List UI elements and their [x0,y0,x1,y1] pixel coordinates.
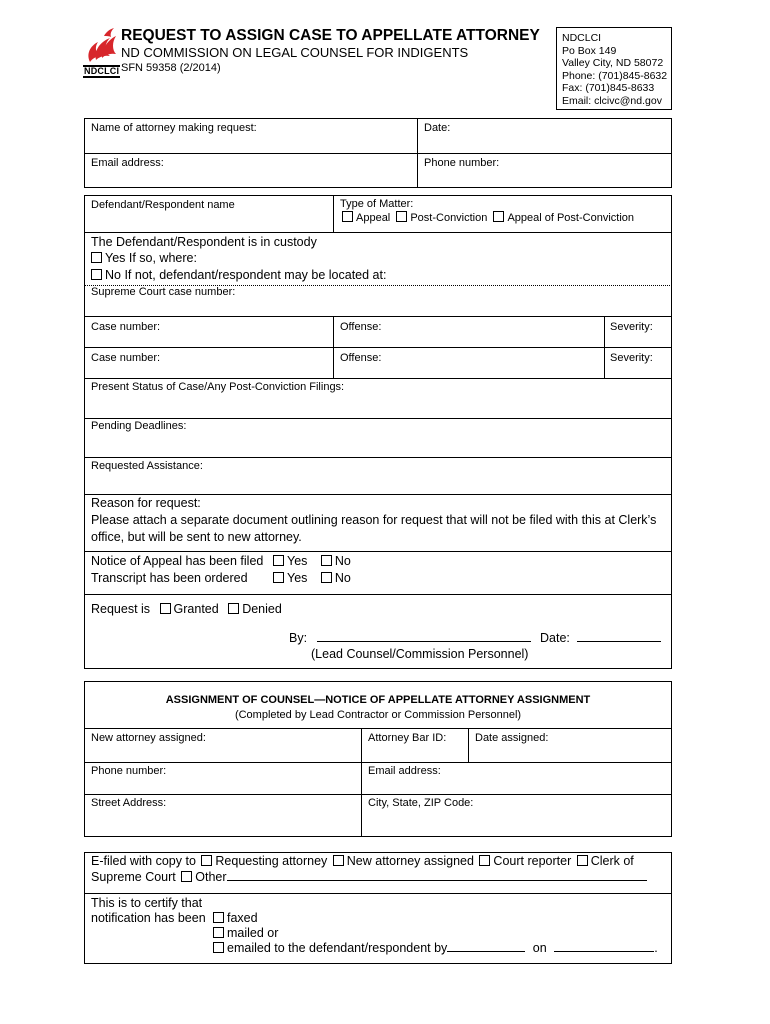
custody-yes-row [91,250,197,266]
mailed-checkbox[interactable] [213,927,224,938]
other-line[interactable] [227,880,647,881]
logo-text: NDCLCI [84,66,120,76]
signature-date-label: Date: [540,631,570,645]
notice-of-appeal-label: Notice of Appeal has been filed [91,554,264,568]
contact-box [556,27,672,110]
contact-email: Email: clcivc@nd.gov [562,94,662,107]
divider [84,457,672,458]
new-attorney-assigned-label: New attorney assigned [346,854,474,868]
defendant-name-field[interactable]: Defendant/Respondent name [91,199,235,211]
request-date-field[interactable]: Date: [424,122,451,134]
custody-yes-label: Yes If so, where: [105,251,197,265]
form-subtitle: ND COMMISSION ON LEGAL COUNSEL FOR INDIGENTS [121,45,469,60]
emailed-checkbox[interactable] [213,942,224,953]
case-number-field-1[interactable]: Case number: [91,321,161,333]
post-conviction-checkbox[interactable] [396,211,407,222]
notice-of-appeal-options [273,553,351,569]
notice-yes-label: Yes [287,554,308,568]
divider [468,728,469,762]
bar-id-field[interactable]: Attorney Bar ID: [368,732,447,744]
emailed-row: emailed to the defendant/respondent by on . [213,940,658,956]
requesting-attorney-checkbox[interactable] [201,855,212,866]
other-checkbox[interactable] [181,871,192,882]
offense-field-2[interactable]: Offense: [340,352,382,364]
transcript-no-checkbox[interactable] [321,572,332,583]
signature-row [289,630,661,646]
signature-date-line[interactable] [577,641,661,642]
divider [84,232,672,233]
appeal-label: Appeal [356,212,391,224]
case-number-field-2[interactable]: Case number: [91,352,161,364]
faxed-label: faxed [227,911,258,925]
divider [84,762,672,763]
divider [84,316,672,317]
lead-counsel-caption: (Lead Counsel/Commission Personnel) [311,647,529,661]
efiled-label: E-filed with copy to [91,854,196,868]
date-assigned-field[interactable]: Date assigned: [475,732,549,744]
contact-fax: Fax: (701)845-8633 [562,82,655,94]
divider [333,195,334,232]
transcript-yes-checkbox[interactable] [273,572,284,583]
appeal-checkbox[interactable] [342,211,353,222]
emailed-label: emailed to the defendant/respondent by [227,941,448,955]
attorney-phone-field[interactable]: Phone number: [424,157,500,169]
reason-label: Reason for request: [91,496,201,510]
efiled-row [91,853,634,869]
court-reporter-checkbox[interactable] [479,855,490,866]
assignment-subheading: (Completed by Lead Contractor or Commission Personnel) [234,709,522,721]
severity-field-2[interactable]: Severity: [610,352,653,364]
custody-no-row [91,267,386,283]
divider [84,594,672,595]
clerk-of-label: Clerk of [590,854,634,868]
court-reporter-label: Court reporter [493,854,572,868]
requesting-attorney-label: Requesting attorney [215,854,328,868]
present-status-field[interactable]: Present Status of Case/Any Post-Conviction Filings: [91,381,345,393]
severity-field-1[interactable]: Severity: [610,321,653,333]
type-of-matter-label: Type of Matter: [340,198,414,210]
reason-instruction-1: Please attach a separate document outlining reason for request that will not be filed with this at Clerk’s [91,513,657,527]
divider [84,153,672,154]
appeal-of-post-conviction-checkbox[interactable] [493,211,504,222]
requested-assistance-field[interactable]: Requested Assistance: [91,460,203,472]
emailed-on-line[interactable] [554,951,654,952]
transcript-ordered-label: Transcript has been ordered [91,571,248,585]
new-attorney-field[interactable]: New attorney assigned: [91,732,206,744]
by-label: By: [289,631,308,645]
custody-yes-checkbox[interactable] [91,252,102,263]
divider [417,118,418,188]
new-attorney-phone-field[interactable]: Phone number: [91,765,167,777]
transcript-yes-label: Yes [287,571,308,585]
offense-field-1[interactable]: Offense: [340,321,382,333]
divider [333,316,334,378]
divider [604,316,605,378]
attorney-email-field[interactable]: Email address: [91,157,164,169]
supreme-court-label: Supreme Court [91,870,176,884]
contact-phone: Phone: (701)845-8632 [562,69,668,82]
new-attorney-assigned-checkbox[interactable] [333,855,344,866]
other-label: Other [195,870,227,884]
faxed-row [213,910,258,926]
efiled-row-2 [91,869,647,885]
divider [84,347,672,348]
request-decision-row [91,601,282,617]
contact-city: Valley City, ND 58072 [562,57,664,69]
transcript-options [273,570,351,586]
post-conviction-label: Post-Conviction [410,212,488,224]
granted-checkbox[interactable] [160,603,171,614]
contact-name: NDCLCI [562,32,602,44]
form-number: SFN 59358 (2/2014) [121,62,221,74]
divider [361,728,362,837]
divider [84,794,672,795]
contact-address: Po Box 149 [562,44,617,57]
faxed-checkbox[interactable] [213,912,224,923]
street-address-field[interactable]: Street Address: [91,797,167,809]
assignment-heading: ASSIGNMENT OF COUNSEL—NOTICE OF APPELLATE ATTORNEY ASSIGNMENT [165,694,591,706]
denied-label: Denied [242,602,282,616]
emailed-by-line[interactable] [447,951,525,952]
attorney-name-field[interactable]: Name of attorney making request: [91,122,257,134]
custody-no-checkbox[interactable] [91,269,102,280]
pending-deadlines-field[interactable]: Pending Deadlines: [91,420,187,432]
transcript-no-label: No [334,571,351,585]
type-of-matter-options [342,211,634,224]
mailed-label: mailed or [227,926,279,940]
appeal-of-post-conviction-label: Appeal of Post-Conviction [507,212,635,224]
notice-yes-checkbox[interactable] [273,555,284,566]
certify-line-2: notification has been [91,911,206,925]
divider [84,551,672,552]
denied-checkbox[interactable] [228,603,239,614]
custody-no-label: No If not, defendant/respondent may be located at: [105,268,387,282]
new-attorney-email-field[interactable]: Email address: [368,765,441,777]
custody-question: The Defendant/Respondent is in custody [91,235,317,249]
flame-logo-icon [84,26,118,64]
notice-no-checkbox[interactable] [321,555,332,566]
reason-instruction-2: office, but will be sent to new attorney. [91,530,302,544]
on-label: on [532,941,547,955]
city-state-zip-field[interactable]: City, State, ZIP Code: [368,797,474,809]
signature-line[interactable] [317,641,531,642]
certify-line-1: This is to certify that [91,896,203,910]
request-is-label: Request is [91,602,151,616]
divider [84,893,672,894]
supreme-court-case-field[interactable]: Supreme Court case number: [91,286,236,298]
granted-label: Granted [173,602,219,616]
divider [84,418,672,419]
divider [84,378,672,379]
notice-no-label: No [334,554,351,568]
clerk-of-checkbox[interactable] [577,855,588,866]
mailed-row [213,925,278,941]
divider [84,728,672,729]
form-title: REQUEST TO ASSIGN CASE TO APPELLATE ATTORNEY [121,27,540,44]
